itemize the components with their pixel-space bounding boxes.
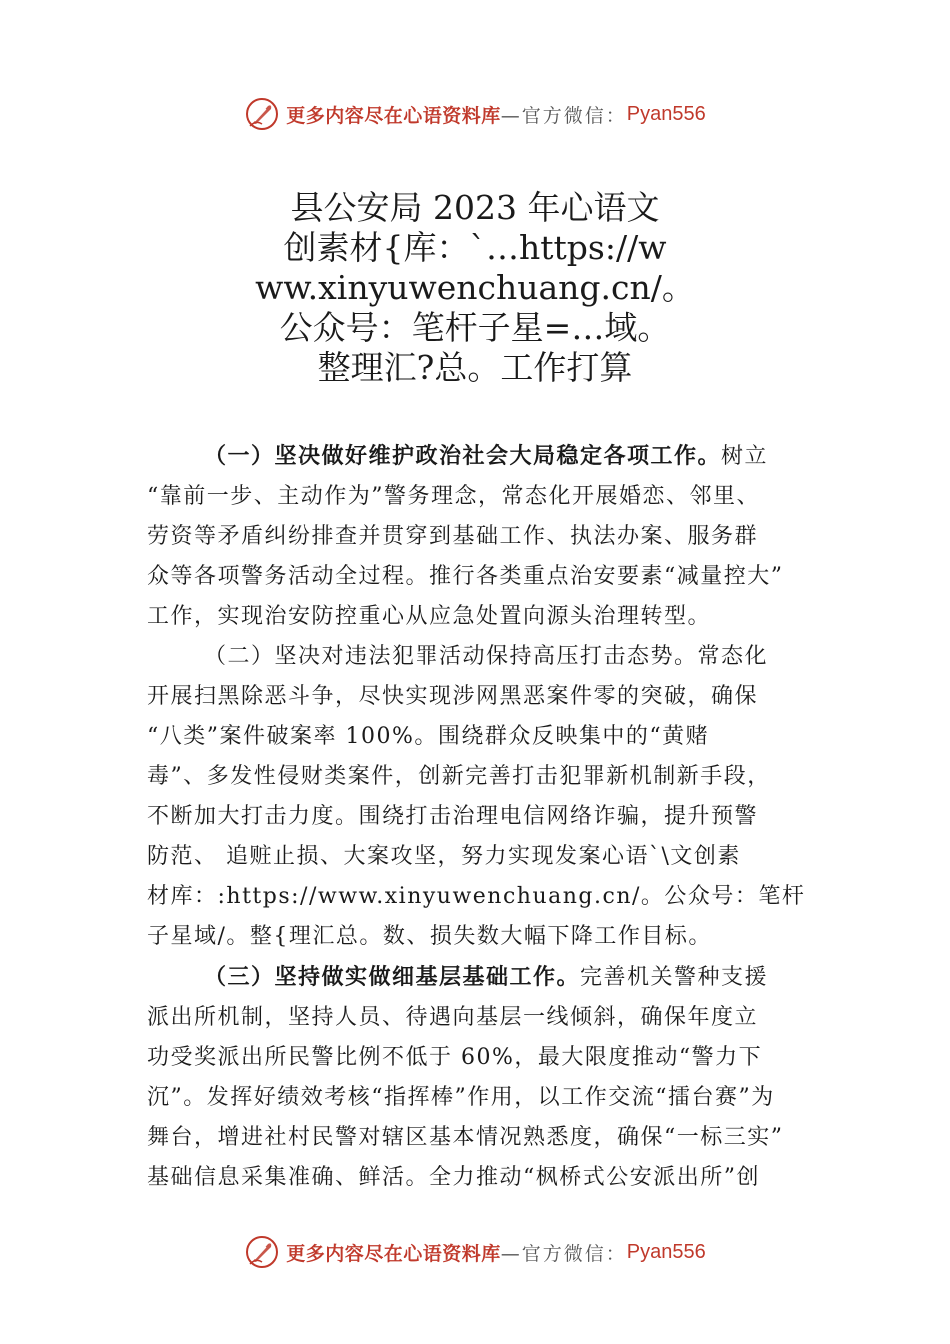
- banner-wechat-label: —官方微信：: [500, 1242, 627, 1265]
- paragraph-line: 子星域/。整{理汇总。数、损失数大幅下降工作目标。: [147, 924, 712, 949]
- paragraph-line: 舞台，增进社村民警对辖区基本情况熟悉度，确保“一标三实”: [147, 1125, 784, 1150]
- paragraph-line: 基础信息采集准确、鲜活。全力推动“枫桥式公安派出所”创: [147, 1165, 760, 1190]
- title-line: 县公安局 2023 年心语文: [290, 188, 660, 227]
- paragraph-line: [147, 436, 811, 477]
- paragraph-line: 材库：:https://www.xinyuwenchuang.cn/。公众号：笔杆: [147, 884, 806, 909]
- paragraph-line: [147, 957, 811, 998]
- paragraph-section-1: [147, 436, 811, 637]
- quill-pen-logo-icon: [244, 1234, 280, 1270]
- quill-pen-logo-icon: [244, 96, 280, 132]
- line-text: 完善机关警种支援: [580, 965, 769, 990]
- section-heading: （一）坚决做好维护政治社会大局稳定各项工作。: [204, 443, 722, 469]
- banner-wechat-account: Pyan556: [626, 102, 706, 125]
- paragraph-line: （二）坚决对违法犯罪活动保持高压打击态势。常态化: [204, 644, 769, 669]
- banner-wechat-account: Pyan556: [626, 1240, 706, 1263]
- document-title: [150, 188, 800, 388]
- title-line: 创素材{库：`…https://w: [283, 228, 667, 267]
- banner-library-text: 更多内容尽在心语资料库: [286, 104, 501, 127]
- document-body: [147, 436, 811, 1198]
- title-line: ww.xinyuwenchuang.cn/。: [255, 268, 695, 307]
- line-text: 树立: [721, 444, 769, 469]
- paragraph-line: 不断加大打击力度。围绕打击治理电信网络诈骗，提升预警: [147, 804, 759, 829]
- section-heading: （三）坚持做实做细基层基础工作。: [204, 964, 581, 990]
- header-banner: [0, 94, 950, 134]
- paragraph-line: 防范、 追赃止损、大案攻坚，努力实现发案心语`\文创素: [147, 844, 741, 869]
- title-line: 公众号：笔杆子星=…域。: [279, 308, 671, 347]
- footer-banner: [0, 1232, 950, 1272]
- paragraph-line: 开展扫黑除恶斗争，尽快实现涉网黑恶案件零的突破，确保: [147, 684, 759, 709]
- title-line: 整理汇?总。工作打算: [317, 348, 633, 387]
- paragraph-line: 功受奖派出所民警比例不低于 60%，最大限度推动“警力下: [147, 1045, 763, 1070]
- banner-wechat-label: —官方微信：: [500, 104, 627, 127]
- banner-library-text: 更多内容尽在心语资料库: [286, 1242, 501, 1265]
- paragraph-section-2: [147, 637, 811, 957]
- paragraph-line: 众等各项警务活动全过程。推行各类重点治安要素“减量控大”: [147, 564, 784, 589]
- paragraph-section-3: [147, 957, 811, 1198]
- paragraph-line: 劳资等矛盾纠纷排查并贯穿到基础工作、执法办案、服务群: [147, 524, 759, 549]
- paragraph-line: 沉”。发挥好绩效考核“指挥棒”作用，以工作交流“擂台赛”为: [147, 1085, 775, 1110]
- paragraph-line: “八类”案件破案率 100%。围绕群众反映集中的“黄赌: [147, 724, 710, 749]
- paragraph-line: “靠前一步、主动作为”警务理念，常态化开展婚恋、邻里、: [147, 484, 760, 509]
- paragraph-line: 毒”、多发性侵财类案件，创新完善打击犯罪新机制新手段，: [147, 764, 771, 789]
- paragraph-line: 派出所机制，坚持人员、待遇向基层一线倾斜，确保年度立: [147, 1005, 759, 1030]
- paragraph-line: 工作，实现治安防控重心从应急处置向源头治理转型。: [147, 604, 712, 629]
